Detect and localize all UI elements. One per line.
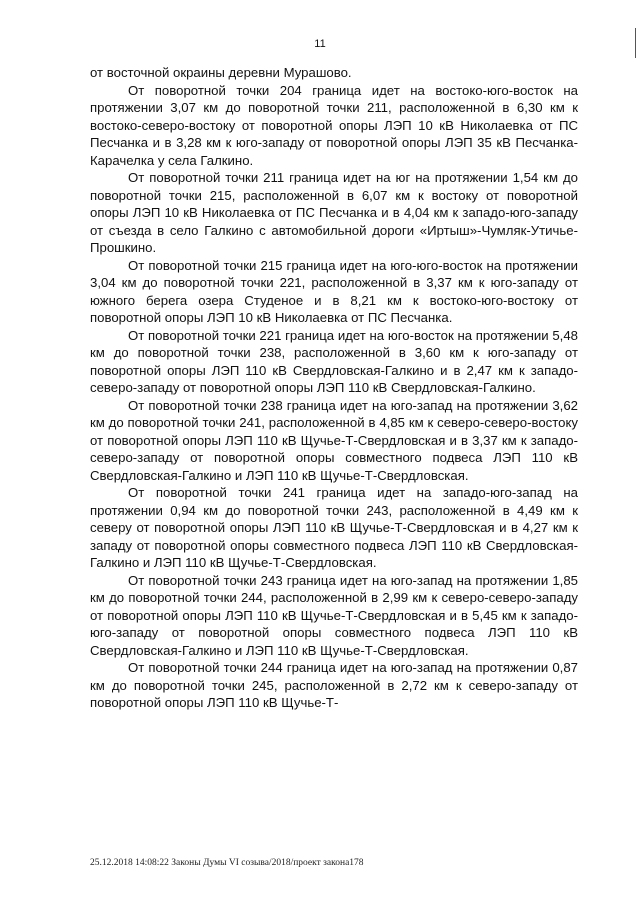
paragraph: От поворотной точки 204 граница идет на востоко-юго-восток на протяжении 3,07 км до поворотной точки 211, расположенной в 6,30 км к востоко-северо-востоку от поворотной опоры ЛЭП 10 кВ Николаевка от ПС Песчанка и в 3,28 км к юго-западу от поворотной опоры ЛЭП 35 кВ Песчанка-Карачелка у села Галкино. xyxy=(90,82,578,168)
paragraph: От поворотной точки 238 граница идет на юго-запад на протяжении 3,62 км до поворотной точки 241, расположенной в 4,85 км к северо-северо-востоку от поворотной опоры ЛЭП 110 кВ Щучье-Т-Свердловская и в 3,37 км к западо-северо-западу от поворотной опоры совместного подвеса ЛЭП 110 кВ Свердловская-Галкино и ЛЭП 110 кВ Щучье-Т-Свердловская. xyxy=(90,397,578,483)
paragraph: От поворотной точки 211 граница идет на юг на протяжении 1,54 км до поворотной точки 215, расположенной в 6,07 км к востоку от поворотной опоры ЛЭП 10 кВ Николаевка от ПС Песчанка и в 4,04 км к западо-юго-западу от съезда в село Галкино с автомобильной дороги «Иртыш»-Чумляк-Утичье-Прошкино. xyxy=(90,170,578,255)
document-footer: 25.12.2018 14:08:22 Законы Думы VI созыва/2018/проект закона178 xyxy=(90,858,364,868)
paragraph: От поворотной точки 244 граница идет на юго-запад на протяжении 0,87 км до поворотной точки 245, расположенной в 2,72 км к северо-западу от поворотной опоры ЛЭП 110 кВ Щучье-Т- xyxy=(90,660,578,710)
paragraph: От поворотной точки 215 граница идет на юго-юго-восток на протяжении 3,04 км до поворотной точки 221, расположенной в 3,37 км к юго-западу от южного берега озера Студеное и в 8,21 км к востоко-юго-востоку от поворотной опоры ЛЭП 10 кВ Николаевка от ПС Песчанка. xyxy=(90,257,578,325)
page-number: 11 xyxy=(314,38,326,50)
document-body xyxy=(90,64,578,712)
paragraph: от восточной окраины деревни Мурашово. xyxy=(90,65,352,80)
paragraph: От поворотной точки 241 граница идет на западо-юго-запад на протяжении 0,94 км до поворотной точки 243, расположенной в 4,49 км к северу от поворотной опоры ЛЭП 110 кВ Щучье-Т-Свердловская и в 4,27 км к западу от поворотной опоры совместного подвеса ЛЭП 110 кВ Свердловская-Галкино и ЛЭП 110 кВ Щучье-Т-Свердловская. xyxy=(90,485,578,570)
paragraph: От поворотной точки 243 граница идет на юго-запад на протяжении 1,85 км до поворотной точки 244, расположенной в 2,99 км к северо-северо-западу от поворотной опоры ЛЭП 110 кВ Щучье-Т-Свердловская и в 5,45 км к западо-юго-западу от поворотной опоры совместного подвеса ЛЭП 110 кВ Свердловская-Галкино и ЛЭП 110 кВ Щучье-Т-Свердловская. xyxy=(90,572,578,658)
paragraph: От поворотной точки 221 граница идет на юго-восток на протяжении 5,48 км до поворотной точки 238, расположенной в 3,60 км к юго-западу от поворотной опоры ЛЭП 110 кВ Свердловская-Галкино и в 2,47 км к западо-северо-западу от поворотной опоры ЛЭП 110 кВ Свердловская-Галкино. xyxy=(90,327,578,395)
